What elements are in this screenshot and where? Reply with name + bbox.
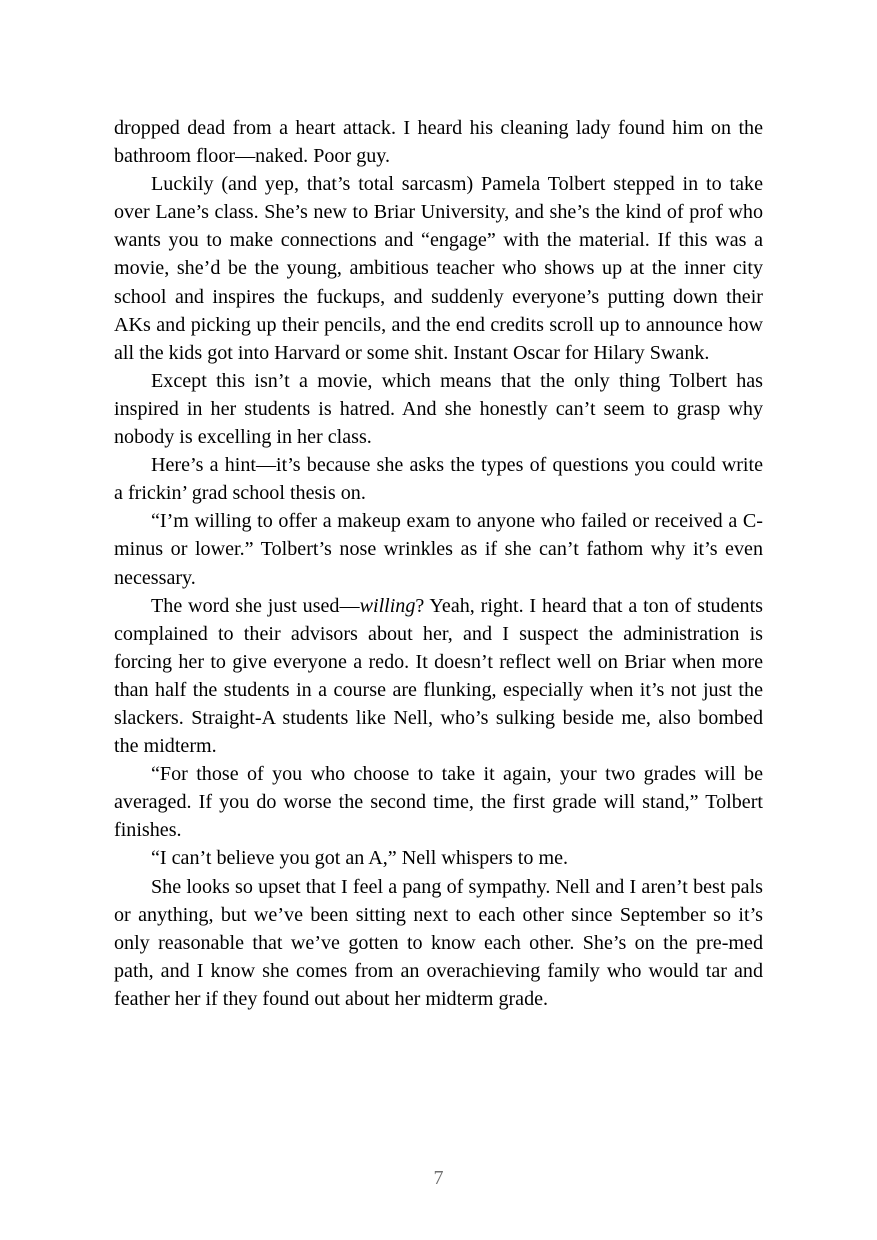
paragraph: Luckily (and yep, that’s total sarcasm) Pamela Tolbert stepped in to take over Lane’s class. She’s new to Briar University, and she’s the kind of prof who wants you to make connections and “engage” with the material. If this was a movie, she’d be the young, ambitious teacher who shows up at the inner city school and inspires the fuckups, and suddenly everyone’s putting down their AKs and picking up their pencils, and the end credits scroll up to announce how all the kids got into Harvard or some shit. Instant Oscar for Hilary Swank.	[114, 173, 763, 364]
paragraph-segment-text: The word she just used—	[151, 594, 360, 617]
paragraph: “For those of you who choose to take it again, your two grades will be averaged. If you do worse the second time, the first grade will stand,” Tolbert finishes.	[114, 763, 763, 842]
paragraph-segment-text: ? Yeah, right. I heard that a ton of students complained to their advisors about her, and I suspect the administration is forcing her to give everyone a redo. It doesn’t reflect well on Briar when more than half the students in a course are flunking, especially when it’s not just the slackers. Straight-A students like Nell, who’s sulking beside me, also bombed the midterm.	[114, 594, 764, 758]
paragraph: Here’s a hint—it’s because she asks the types of questions you could write a frickin’ grad school thesis on.	[114, 454, 763, 505]
paragraph: She looks so upset that I feel a pang of sympathy. Nell and I aren’t best pals or anything, but we’ve been sitting next to each other since September so it’s only reasonable that we’ve gotten to know each other. She’s on the pre-med path, and I know she comes from an overachieving family who would tar and feather her if they found out about her midterm grade.	[114, 875, 763, 1010]
paragraph: “I can’t believe you got an A,” Nell whispers to me.	[151, 847, 569, 870]
paragraph: “I’m willing to offer a makeup exam to anyone who failed or received a C-minus or lower.” Tolbert’s nose wrinkles as if she can’t fathom why it’s even necessary.	[114, 510, 763, 589]
paragraph: dropped dead from a heart attack. I heard his cleaning lady found him on the bathroom floor—naked. Poor guy.	[114, 117, 763, 168]
emphasized-word: willing	[359, 594, 416, 617]
page-number: 7	[433, 1167, 444, 1189]
body-text-block	[114, 114, 763, 1013]
paragraph: Except this isn’t a movie, which means that the only thing Tolbert has inspired in her students is hatred. And she honestly can’t seem to grasp why nobody is excelling in her class.	[114, 369, 763, 449]
paragraph-with-emphasis	[114, 592, 763, 761]
